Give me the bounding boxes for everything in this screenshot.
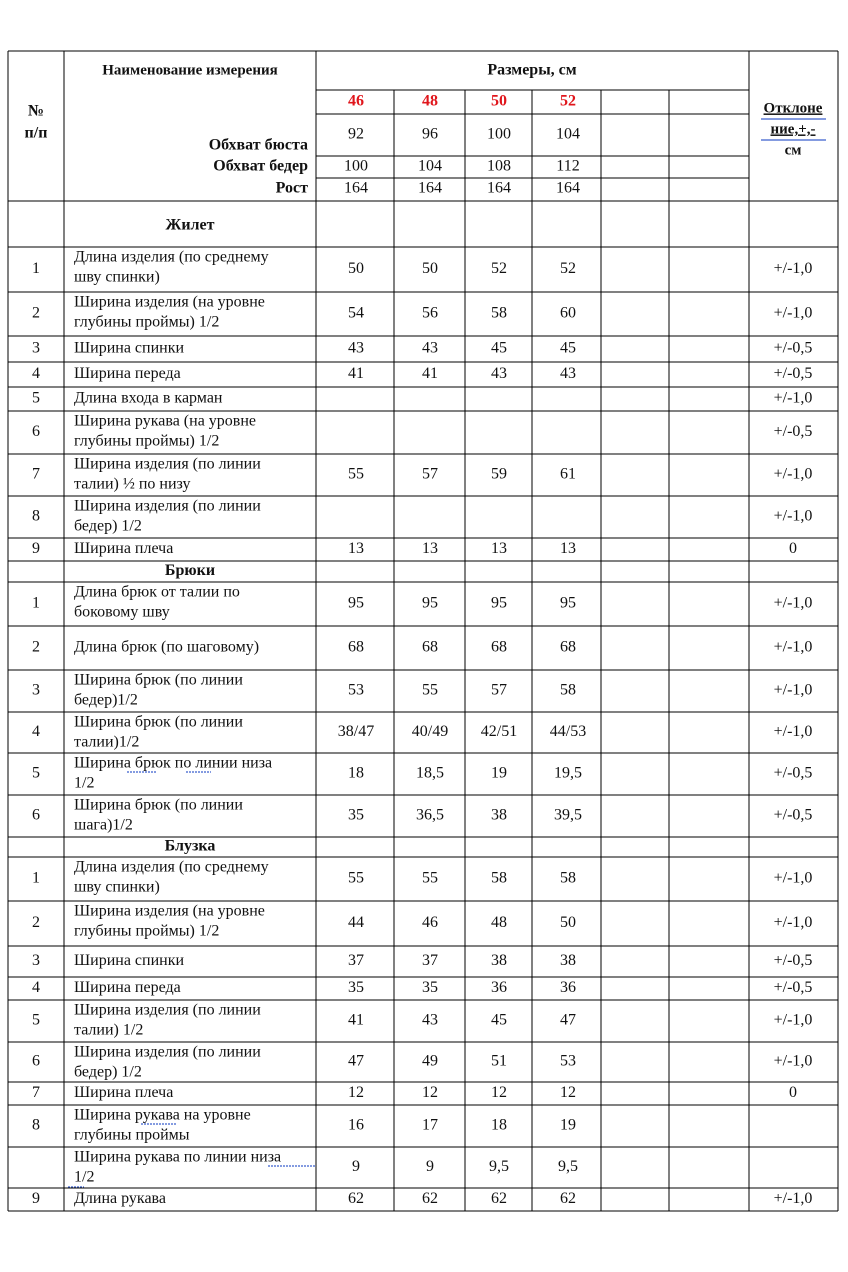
measurement-name: Ширина брюк (по линии: [74, 713, 243, 731]
header-row-label: Обхват бедер: [213, 157, 308, 175]
tolerance-value: +/-1,0: [773, 465, 813, 483]
measurement-name: Ширина спинки: [74, 339, 185, 357]
size-value: 51: [491, 1052, 507, 1070]
measurement-name: Ширина изделия (по линии: [74, 1043, 261, 1061]
measurement-name: Ширина изделия (на уровне: [74, 293, 265, 311]
size-value: 68: [422, 638, 438, 656]
size-value: 12: [348, 1084, 364, 1102]
size-value: 41: [348, 365, 364, 383]
measurement-name: Длина изделия (по среднему: [74, 248, 269, 266]
row-number: 1: [32, 869, 40, 887]
row-number: 5: [32, 1011, 40, 1029]
measurement-name: Ширина плеча: [74, 1084, 174, 1102]
measurement-name: Ширина брюк (по линии: [74, 796, 243, 814]
tolerance-value: +/-1,0: [773, 681, 813, 699]
tolerance-value: +/-1,0: [773, 594, 813, 612]
size-value: 45: [491, 1011, 507, 1029]
measurement-name: талии)1/2: [74, 733, 140, 751]
name-header: Наименование измерения: [102, 62, 278, 79]
size-value: 43: [348, 339, 364, 357]
header-row-label: Рост: [275, 179, 308, 197]
size-value: 19: [560, 1116, 576, 1134]
row-number: 9: [32, 540, 40, 558]
size-value: 56: [422, 304, 438, 322]
size-value: 68: [560, 638, 576, 656]
measurement-name: Длина брюк от талии по: [74, 583, 240, 601]
size-value: 39,5: [554, 806, 582, 824]
row-number: 2: [32, 638, 40, 656]
size-value: 43: [422, 1011, 438, 1029]
size-value: 50: [422, 260, 438, 278]
size-value: 41: [422, 365, 438, 383]
measurement-name: Ширина изделия (по линии: [74, 497, 261, 515]
row-number: 4: [32, 979, 40, 997]
size-value: 58: [560, 869, 576, 887]
row-number: 8: [32, 507, 40, 525]
size-value: 40/49: [411, 723, 449, 741]
tolerance-value: 0: [789, 1084, 797, 1102]
sizes-header: Размеры, см: [487, 61, 577, 79]
header-row-value: 104: [556, 125, 580, 143]
tolerance-value: +/-1,0: [773, 723, 813, 741]
tolerance-value: +/-1,0: [773, 638, 813, 656]
size-label: 52: [560, 92, 576, 110]
size-value: 95: [422, 594, 438, 612]
row-number: 1: [32, 260, 40, 278]
size-value: 53: [348, 681, 364, 699]
header-row-value: 164: [418, 179, 442, 197]
size-value: 43: [560, 365, 576, 383]
size-value: 16: [348, 1116, 364, 1134]
header-row-value: 164: [556, 179, 580, 197]
size-value: 54: [348, 304, 364, 322]
size-value: 45: [560, 339, 576, 357]
tolerance-value: +/-1,0: [773, 1052, 813, 1070]
tolerance-header: см: [784, 142, 802, 159]
tolerance-value: +/-1,0: [773, 389, 813, 407]
measurement-name: Ширина спинки: [74, 952, 185, 970]
tolerance-header: Отклоне: [763, 100, 823, 117]
size-value: 55: [422, 681, 438, 699]
row-number: 3: [32, 681, 40, 699]
measurement-name: 1/2: [74, 774, 95, 792]
section-title: Брюки: [164, 562, 216, 580]
size-value: 42/51: [480, 723, 518, 741]
measurement-name: шву спинки): [74, 878, 160, 896]
measurement-name: Ширина рукава на уровне: [74, 1106, 251, 1124]
header-row-value: 164: [487, 179, 511, 197]
size-value: 49: [422, 1052, 438, 1070]
measurement-name: Ширина изделия (по линии: [74, 455, 261, 473]
size-value: 36: [560, 979, 576, 997]
size-value: 60: [560, 304, 576, 322]
header-row-value: 100: [487, 125, 511, 143]
size-value: 18,5: [416, 764, 444, 782]
size-value: 57: [491, 681, 507, 699]
tolerance-value: +/-0,5: [773, 365, 813, 383]
size-value: 52: [560, 260, 576, 278]
size-value: 46: [422, 914, 438, 932]
section-title: Жилет: [165, 216, 215, 234]
size-value: 50: [560, 914, 576, 932]
measurement-name: Ширина рукава (на уровне: [74, 412, 257, 430]
size-value: 38: [491, 952, 507, 970]
measurement-name: Ширина изделия (по линии: [74, 1001, 261, 1019]
size-value: 95: [491, 594, 507, 612]
size-value: 95: [348, 594, 364, 612]
size-value: 13: [348, 540, 364, 558]
size-value: 44: [348, 914, 364, 932]
size-value: 13: [491, 540, 507, 558]
size-value: 36,5: [416, 806, 444, 824]
size-value: 62: [491, 1190, 507, 1208]
row-number: 8: [32, 1116, 40, 1134]
measurement-name: Ширина переда: [74, 979, 181, 997]
measurement-name: Ширина брюк по линии низа: [74, 754, 273, 772]
size-value: 55: [422, 869, 438, 887]
row-number: 2: [32, 304, 40, 322]
size-label: 46: [348, 92, 364, 110]
size-value: 35: [348, 979, 364, 997]
size-value: 38: [560, 952, 576, 970]
measurement-name: бедер) 1/2: [74, 517, 142, 535]
size-value: 36: [491, 979, 507, 997]
row-number: 5: [32, 764, 40, 782]
header-row-value: 164: [344, 179, 368, 197]
tolerance-value: +/-0,5: [773, 806, 813, 824]
size-value: 44/53: [549, 723, 587, 741]
measurement-name: глубины проймы: [74, 1126, 190, 1144]
measurement-name: 1/2: [74, 1168, 95, 1186]
size-value: 59: [491, 465, 507, 483]
size-value: 62: [560, 1190, 576, 1208]
measurement-name: Длина рукава: [74, 1190, 166, 1208]
size-value: 43: [491, 365, 507, 383]
size-value: 47: [560, 1011, 576, 1029]
row-number: 4: [32, 723, 40, 741]
size-value: 17: [422, 1116, 438, 1134]
row-number: 6: [32, 423, 40, 441]
measurement-name: бедер)1/2: [74, 691, 138, 709]
row-number: 3: [32, 339, 40, 357]
size-value: 52: [491, 260, 507, 278]
size-value: 9,5: [489, 1158, 509, 1176]
size-value: 19: [491, 764, 507, 782]
header-row-value: 112: [556, 157, 580, 175]
tolerance-value: +/-1,0: [773, 1011, 813, 1029]
measurement-name: Ширина рукава по линии низа: [74, 1148, 282, 1166]
size-value: 45: [491, 339, 507, 357]
header-row-value: 92: [348, 125, 364, 143]
size-value: 38/47: [337, 723, 375, 741]
row-number: 2: [32, 914, 40, 932]
size-label: 50: [491, 92, 507, 110]
tolerance-value: +/-0,5: [773, 339, 813, 357]
size-value: 9: [426, 1158, 434, 1176]
size-value: 61: [560, 465, 576, 483]
tolerance-value: +/-0,5: [773, 979, 813, 997]
header-row-value: 104: [418, 157, 442, 175]
measurement-name: боковому шву: [74, 603, 170, 621]
row-number: 7: [32, 1084, 40, 1102]
measurement-name: талии) ½ по низу: [74, 475, 191, 493]
size-value: 18: [491, 1116, 507, 1134]
size-value: 38: [491, 806, 507, 824]
header-row-label: Обхват бюста: [208, 136, 308, 154]
size-value: 58: [560, 681, 576, 699]
tolerance-value: +/-0,5: [773, 952, 813, 970]
size-value: 12: [560, 1084, 576, 1102]
measurement-name: глубины проймы) 1/2: [74, 432, 220, 450]
tolerance-value: +/-1,0: [773, 869, 813, 887]
measurement-name: талии) 1/2: [74, 1021, 144, 1039]
tolerance-value: +/-0,5: [773, 764, 813, 782]
size-value: 35: [422, 979, 438, 997]
row-number: 4: [32, 365, 40, 383]
size-value: 58: [491, 869, 507, 887]
size-value: 62: [348, 1190, 364, 1208]
table-text: [25, 62, 823, 1208]
size-value: 37: [422, 952, 438, 970]
measurement-name: Ширина брюк (по линии: [74, 671, 243, 689]
size-value: 12: [422, 1084, 438, 1102]
tolerance-value: +/-1,0: [773, 1190, 813, 1208]
measurement-name: Длина входа в карман: [74, 389, 223, 407]
tolerance-value: +/-1,0: [773, 304, 813, 322]
measurement-name: бедер) 1/2: [74, 1063, 142, 1081]
num-header: №: [27, 102, 45, 120]
tolerance-value: +/-1,0: [773, 914, 813, 932]
tolerance-value: +/-0,5: [773, 423, 813, 441]
tolerance-value: +/-1,0: [773, 507, 813, 525]
measurement-name: Ширина плеча: [74, 540, 174, 558]
size-value: 47: [348, 1052, 364, 1070]
measurement-name: Длина брюк (по шаговому): [74, 638, 260, 656]
row-number: 5: [32, 389, 40, 407]
size-value: 9,5: [558, 1158, 578, 1176]
tolerance-value: +/-1,0: [773, 260, 813, 278]
row-number: 9: [32, 1190, 40, 1208]
measurement-name: Ширина изделия (на уровне: [74, 902, 265, 920]
size-value: 55: [348, 869, 364, 887]
measurement-name: шву спинки): [74, 268, 160, 286]
size-value: 48: [491, 914, 507, 932]
row-number: 6: [32, 806, 40, 824]
size-value: 35: [348, 806, 364, 824]
header-row-value: 100: [344, 157, 368, 175]
size-value: 57: [422, 465, 438, 483]
size-value: 9: [352, 1158, 360, 1176]
tolerance-value: 0: [789, 540, 797, 558]
measurement-name: глубины проймы) 1/2: [74, 922, 220, 940]
size-value: 58: [491, 304, 507, 322]
size-value: 12: [491, 1084, 507, 1102]
section-title: Блузка: [164, 837, 216, 855]
size-value: 50: [348, 260, 364, 278]
header-row-value: 96: [422, 125, 438, 143]
size-value: 68: [348, 638, 364, 656]
measurement-name: Ширина переда: [74, 365, 181, 383]
row-number: 3: [32, 952, 40, 970]
size-value: 19,5: [554, 764, 582, 782]
size-value: 41: [348, 1011, 364, 1029]
measurement-name: шага)1/2: [74, 816, 133, 834]
size-value: 37: [348, 952, 364, 970]
row-number: 6: [32, 1052, 40, 1070]
header-row-value: 108: [487, 157, 511, 175]
tolerance-header: ние,+,-: [770, 121, 816, 138]
measurement-name: глубины проймы) 1/2: [74, 313, 220, 331]
size-value: 62: [422, 1190, 438, 1208]
num-header: п/п: [24, 124, 48, 142]
size-value: 68: [491, 638, 507, 656]
size-value: 13: [560, 540, 576, 558]
row-number: 1: [32, 594, 40, 612]
size-value: 13: [422, 540, 438, 558]
size-value: 55: [348, 465, 364, 483]
size-value: 43: [422, 339, 438, 357]
size-value: 95: [560, 594, 576, 612]
measurement-name: Длина изделия (по среднему: [74, 858, 269, 876]
size-value: 53: [560, 1052, 576, 1070]
size-value: 18: [348, 764, 364, 782]
size-label: 48: [422, 92, 438, 110]
row-number: 7: [32, 465, 40, 483]
